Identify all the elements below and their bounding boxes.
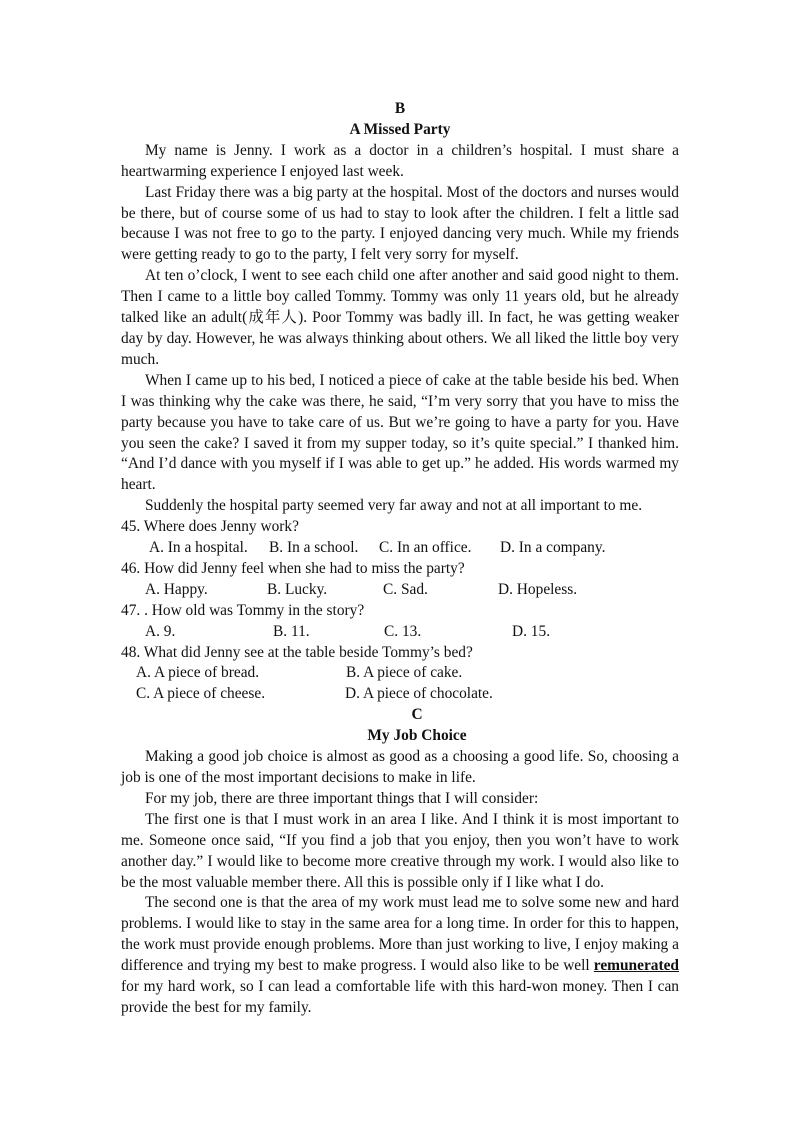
paragraph: At ten o’clock, I went to see each child one after another and said good night to them. Then I came to a little boy called Tommy. Tommy was only 11 years old, but he already talked like an adult(成年人). Poor Tommy was badly ill. In fact, he was getting weaker day by day. However, he was always thinking about others. We all liked the little boy very much. [121, 267, 679, 368]
option: D. 15. [512, 622, 551, 640]
paragraph: My name is Jenny. I work as a doctor in a children’s hospital. I must share a heartwarming experience I enjoyed last week. [121, 141, 679, 180]
document-page [121, 99, 679, 1019]
paragraph: Last Friday there was a big party at the hospital. Most of the doctors and nurses would be there, but of course some of us had to stay to look after the children. I felt a little sad because I was not free to go to the party. I enjoyed dancing very much. While my friends were getting ready to go to the party, I felt very sorry for myself. [121, 183, 679, 264]
option: D. Hopeless. [498, 580, 578, 598]
paragraph-last [121, 893, 679, 1018]
option: D. A piece of chocolate. [345, 685, 493, 703]
question-48-options-ab [121, 663, 679, 684]
option: B. Lucky. [267, 580, 328, 598]
question-47: 47. . How old was Tommy in the story? [121, 601, 365, 619]
question-47-options [121, 622, 679, 643]
option: B. 11. [273, 622, 310, 640]
paragraph: Suddenly the hospital party seemed very far away and not at all important to me. [145, 497, 643, 515]
option: C. 13. [384, 622, 422, 640]
paragraph: Making a good job choice is almost as good as a choosing a good life. So, choosing a job is one of the most important decisions to make in life. [121, 748, 679, 786]
paragraph: For my job, there are three important things that I will consider: [145, 789, 539, 807]
question-45: 45. Where does Jenny work? [121, 518, 299, 536]
option: A. In a hospital. [149, 539, 248, 557]
section-c-title: My Job Choice [367, 727, 467, 745]
question-45-options [121, 538, 679, 559]
section-b-letter: B [394, 100, 406, 117]
option: B. In a school. [269, 539, 359, 557]
section-c-letter: C [411, 706, 423, 724]
option: B. A piece of cake. [346, 664, 463, 682]
question-48: 48. What did Jenny see at the table beside Tommy’s bed? [121, 643, 473, 661]
option: D. In a company. [500, 539, 606, 557]
paragraph: The first one is that I must work in an area I like. And I think it is most important to me. Someone once said, “If you find a job that you enjoy, then you won’t have to work another day.” I would like to become more creative through my work. I would also like to be the most valuable member there. All this is possible only if I like what I do. [121, 810, 679, 891]
section-b-title: A Missed Party [349, 120, 451, 138]
question-48-options-cd [121, 684, 679, 705]
paragraph-text: for my hard work, so I can lead a comfortable life with this hard-won money. Then I can provide the best for my family. [121, 978, 679, 1016]
option: A. A piece of bread. [136, 664, 260, 682]
question-46: 46. How did Jenny feel when she had to miss the party? [121, 559, 465, 577]
option: C. Sad. [383, 580, 428, 598]
underlined-word: remunerated [593, 957, 679, 975]
option: C. A piece of cheese. [136, 685, 266, 703]
option: A. 9. [145, 622, 176, 640]
question-46-options [121, 580, 679, 601]
option: C. In an office. [379, 539, 472, 557]
paragraph-text: The second one is that the area of my work must lead me to solve some new and hard problems. I would like to stay in the same area for a long time. In order for this to happen, the work must provide enough problems. More than just working to live, I enjoy making a difference and trying my best to make progress. I would also like to be well [121, 894, 679, 975]
paragraph: When I came up to his bed, I noticed a piece of cake at the table beside his bed. When I was thinking why the cake was there, he said, “I’m very sorry that you have to miss the party because you have to take care of us. But we’re going to have a party for you. Have you seen the cake? I saved it from my supper today, so it’s quite special.” I thanked him. “And I’d dance with you myself if I was able to get up.” he added. His words warmed my heart. [121, 371, 679, 494]
option: A. Happy. [145, 580, 208, 598]
